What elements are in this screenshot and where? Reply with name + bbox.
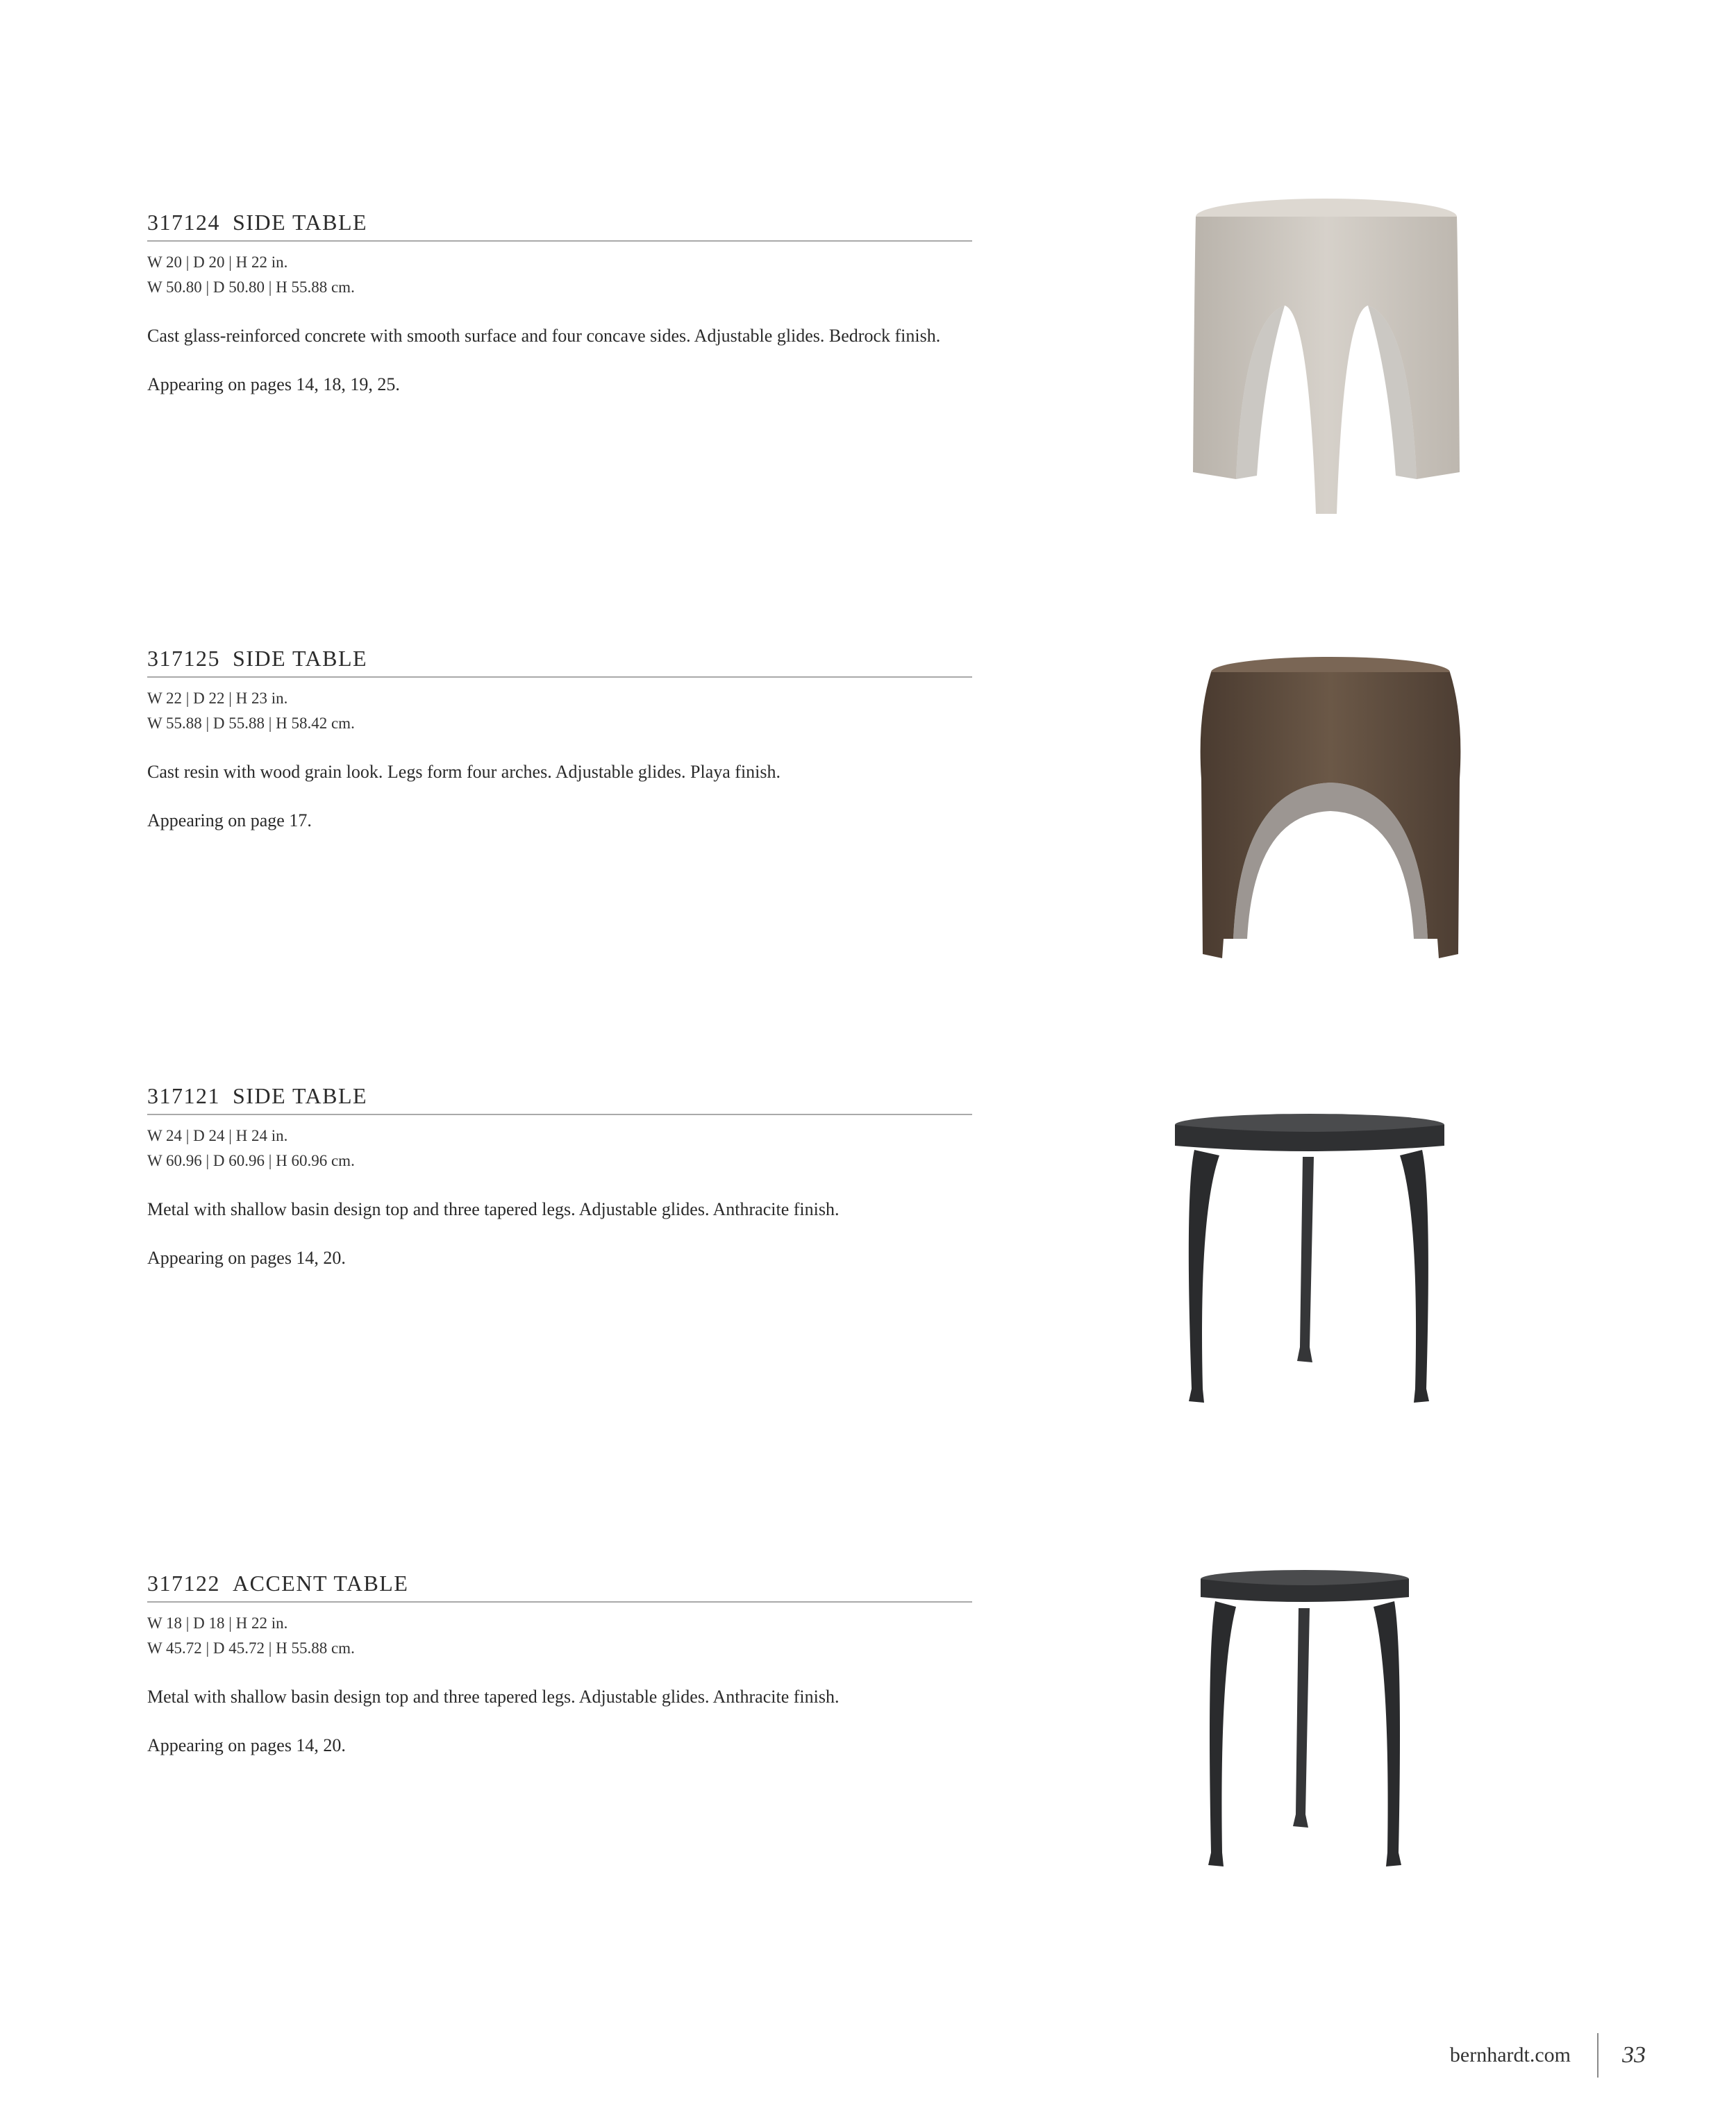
product-name: SIDE TABLE xyxy=(233,210,368,235)
product-317121 xyxy=(147,1082,972,1271)
product-dimensions xyxy=(147,250,972,300)
product-dimensions xyxy=(147,1611,972,1661)
product-title xyxy=(147,1569,972,1603)
product-dimensions xyxy=(147,686,972,736)
dimensions-cm: W 60.96 | D 60.96 | H 60.96 cm. xyxy=(147,1152,355,1169)
product-title xyxy=(147,644,972,678)
product-317122 xyxy=(147,1569,972,1758)
concrete-side-table-image xyxy=(1180,194,1472,528)
dimensions-inches: W 22 | D 22 | H 23 in. xyxy=(147,690,288,707)
product-317125 xyxy=(147,644,972,833)
product-sku: 317124 xyxy=(147,210,220,235)
dimensions-cm: W 55.88 | D 55.88 | H 58.42 cm. xyxy=(147,715,355,732)
dimensions-inches: W 20 | D 20 | H 22 in. xyxy=(147,253,288,271)
product-317124 xyxy=(147,208,972,397)
product-sku: 317125 xyxy=(147,646,220,671)
product-name: ACCENT TABLE xyxy=(233,1571,409,1596)
page-number: 33 xyxy=(1622,2042,1646,2068)
product-description: Metal with shallow basin design top and three tapered legs. Adjustable glides. Anthracite finish. xyxy=(147,1199,840,1219)
dimensions-inches: W 24 | D 24 | H 24 in. xyxy=(147,1127,288,1144)
product-pages: Appearing on pages 14, 18, 19, 25. xyxy=(147,374,400,394)
product-sku: 317121 xyxy=(147,1083,220,1108)
product-name: SIDE TABLE xyxy=(233,1083,368,1108)
metal-accent-table-image xyxy=(1197,1568,1412,1873)
product-pages: Appearing on pages 14, 20. xyxy=(147,1248,346,1268)
product-description: Cast resin with wood grain look. Legs form four arches. Adjustable glides. Playa finish. xyxy=(147,762,781,782)
product-name: SIDE TABLE xyxy=(233,646,368,671)
wood-side-table-image xyxy=(1192,654,1469,967)
dimensions-inches: W 18 | D 18 | H 22 in. xyxy=(147,1614,288,1632)
product-description: Cast glass-reinforced concrete with smooth surface and four concave sides. Adjustable glides. Bedrock finish. xyxy=(147,326,941,346)
footer-divider xyxy=(1597,2033,1599,2078)
product-title xyxy=(147,208,972,242)
product-sku: 317122 xyxy=(147,1571,220,1596)
dimensions-cm: W 50.80 | D 50.80 | H 55.88 cm. xyxy=(147,278,355,296)
product-pages: Appearing on pages 14, 20. xyxy=(147,1735,346,1755)
metal-side-table-image xyxy=(1171,1111,1449,1410)
dimensions-cm: W 45.72 | D 45.72 | H 55.88 cm. xyxy=(147,1639,355,1657)
website-link[interactable]: bernhardt.com xyxy=(1449,2044,1571,2066)
product-dimensions xyxy=(147,1123,972,1173)
product-description: Metal with shallow basin design top and three tapered legs. Adjustable glides. Anthracite finish. xyxy=(147,1687,840,1707)
product-pages: Appearing on page 17. xyxy=(147,810,312,830)
product-title xyxy=(147,1082,972,1115)
page-footer xyxy=(1450,2035,1646,2076)
